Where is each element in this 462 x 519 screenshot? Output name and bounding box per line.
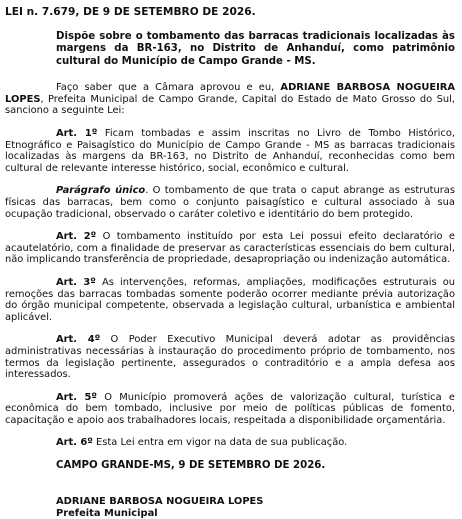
mayor-name: ADRIANE BARBOSA NOGUEIRA LOPES bbox=[5, 82, 455, 105]
article-label: Art. 1º bbox=[56, 128, 98, 139]
paragrafo-unico bbox=[5, 185, 455, 220]
article-text: Ficam tombadas e assim inscritas no Livro de Tombo Histórico, Etnográfico e Paisagístico do Município de Campo Grande - MS as barracas tradicionais localizadas às margens da BR-163, no Distrito de Anhanduí, reconhecidas como bem cultural de relevante interesse histórico, social, econômico e cultural. bbox=[5, 128, 455, 174]
preamble-intro: Faço saber que a Câmara aprovou e eu, bbox=[56, 82, 281, 94]
article-label: Art. 3º bbox=[56, 276, 96, 288]
article-6 bbox=[5, 437, 455, 449]
place-and-date: CAMPO GRANDE-MS, 9 DE SETEMBRO DE 2026. bbox=[56, 460, 326, 472]
signer-role: Prefeita Municipal bbox=[56, 507, 158, 519]
signer-name: ADRIANE BARBOSA NOGUEIRA LOPES bbox=[56, 496, 264, 508]
article-3 bbox=[5, 277, 455, 323]
article-label: Art. 6º bbox=[56, 437, 93, 449]
article-text: Esta Lei entra em vigor na data de sua publicação. bbox=[92, 437, 348, 449]
article-2 bbox=[5, 231, 455, 266]
preamble-paragraph bbox=[5, 82, 455, 117]
law-summary: Dispõe sobre o tombamento das barracas tradicionais localizadas às margens da BR-163, no Distrito de Anhanduí, como patrimônio cultural do Município de Campo Grande - MS. bbox=[56, 31, 455, 67]
article-label: Art. 2º bbox=[56, 231, 97, 243]
article-text: O Município promoverá ações de valorização cultural, turística e econômica do bem tombado, inclusive por meio de políticas públicas de fomento, capacitação e apoio aos trabalhadores locais, respeitada a disponibilidade orçamentária. bbox=[5, 391, 455, 426]
article-text: O Poder Executivo Municipal deverá adotar as providências administrativas necessárias à instauração do procedimento próprio de tombamento, nos termos da legislação pertinente, assegurados o contraditório e a ampla defesa aos interessados. bbox=[5, 334, 455, 381]
article-label: Parágrafo único bbox=[56, 185, 146, 197]
article-text: O tombamento instituído por esta Lei possui efeito declaratório e acautelatório, com a finalidade de preservar as características essenciais do bem cultural, não implicando transferência de propriedade, desapropriação ou indenização automática. bbox=[5, 231, 456, 266]
article-1 bbox=[5, 128, 455, 174]
article-label: Art. 4º bbox=[56, 334, 101, 346]
article-4 bbox=[5, 334, 455, 380]
article-5 bbox=[5, 392, 455, 427]
law-title: LEI n. 7.679, DE 9 DE SETEMBRO DE 2026. bbox=[5, 6, 256, 18]
article-text: . O tombamento de que trata o caput abrange as estruturas físicas das barracas, bem como o conjunto paisagístico e cultural associado à sua ocupação tradicional, observado o caráter coletivo e identitário do bem protegido. bbox=[5, 185, 455, 220]
article-text: As intervenções, reformas, ampliações, modificações estruturais ou remoções das barracas tombadas somente poderão ocorrer mediante prévia autorização do órgão municipal competente, observada a legislação cultural, urbanística e ambiental aplicável. bbox=[5, 276, 455, 323]
article-label: Art. 5º bbox=[56, 391, 97, 403]
preamble-rest: , Prefeita Municipal de Campo Grande, Capital do Estado de Mato Grosso do Sul, sanciono a seguinte Lei: bbox=[5, 93, 455, 117]
